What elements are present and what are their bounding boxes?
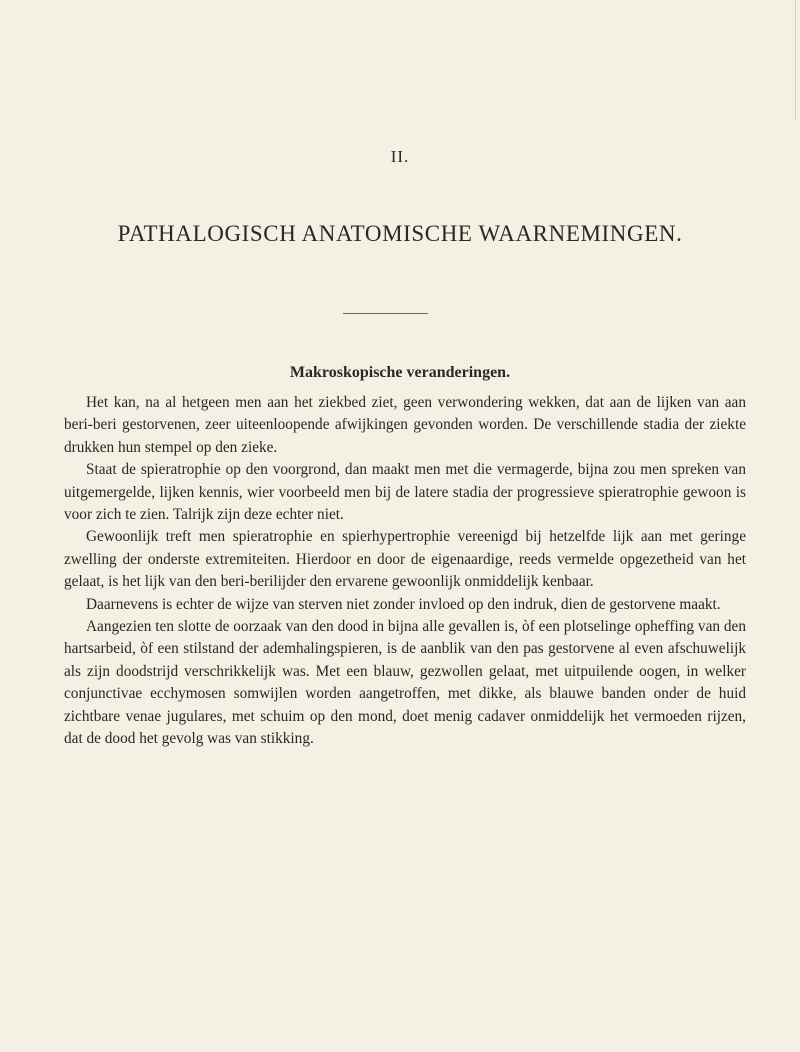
section-title: Makroskopische veranderingen. (289, 364, 511, 381)
paragraph: Daarnevens is echter de wijze van sterven niet zonder invloed op den indruk, dien de gestorvene maakt. (86, 595, 721, 613)
page-edge-mark (795, 0, 796, 120)
body-text (64, 392, 746, 751)
chapter-number: II. (390, 147, 410, 166)
paragraph: Gewoonlijk treft men spieratrophie en spierhypertrophie vereenigd bij hetzelfde lijk aan met geringe zwelling der onderste extremiteiten. Hierdoor en door de eigenaardige, reeds vermelde opgezetheid van het gelaat, is het lijk van den beri-berilijder den ervarene gewoonlijk onmiddelijk kenbaar. (64, 528, 746, 591)
paragraph: Het kan, na al hetgeen men aan het ziekbed ziet, geen verwondering wekken, dat aan de lijken van aan beri-beri gestorvenen, zeer uiteenloopende afwijkingen gevonden worden. De verschillende stadia der ziekte drukken hun stempel op den zieke. (64, 394, 746, 456)
title-divider (343, 313, 428, 314)
paragraph: Aangezien ten slotte de oorzaak van den dood in bijna alle gevallen is, òf een plotselinge opheffing van den hartsarbeid, òf een stilstand der ademhalingspieren, is de aanblik van den pas gestorvene al even afschuwelijk als zijn doodstrijd verschrikkelijk was. Met een blauw, gezwollen gelaat, met uitpuilende oogen, in welker conjunctivae ecchymosen somwijlen worden aangetroffen, met dikke, als blauwe banden onder de huid zichtbare venae jugulares, met schuim op den mond, doet menig cadaver onmiddelijk het vermoeden rijzen, dat de dood het gevolg was van stikking. (64, 618, 746, 748)
chapter-title: PATHALOGISCH ANATOMISCHE WAARNEMINGEN. (117, 221, 683, 246)
paragraph: Staat de spieratrophie op den voorgrond, dan maakt men met die vermagerde, bijna zou men spreken van uitgemergelde, lijken kennis, wier voorbeeld men bij de latere stadia der progressieve spieratrophie gewoon is voor zich te zien. Talrijk zijn deze echter niet. (64, 461, 746, 524)
